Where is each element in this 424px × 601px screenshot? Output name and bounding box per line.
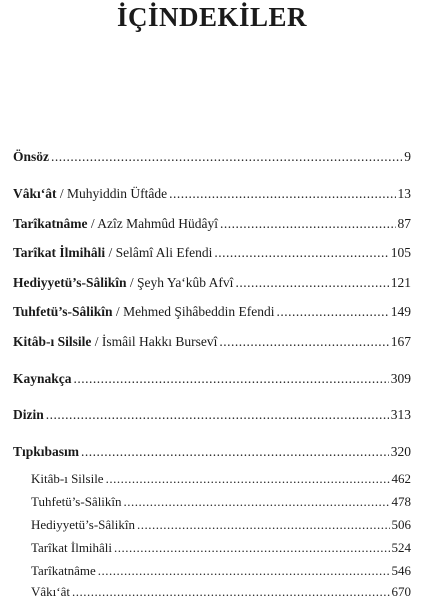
page-number: 13: [397, 186, 411, 201]
entry-author: Muhyiddin Üftâde: [67, 186, 168, 201]
page-number: 478: [391, 494, 411, 509]
entry-separator: /: [105, 245, 116, 260]
entry-title: Kaynakça: [13, 371, 72, 386]
page-number: 149: [390, 304, 411, 319]
page-number: 462: [391, 471, 411, 486]
entry-label: [13, 215, 218, 233]
page-number: 121: [390, 275, 411, 290]
entry-label: [13, 148, 49, 166]
dot-leader: [81, 443, 389, 461]
toc-entry: [13, 215, 411, 233]
page-number: 167: [390, 334, 411, 349]
page-number: 670: [391, 584, 411, 599]
entry-title: Tuhfetü’s-Sâlikîn: [13, 304, 113, 319]
entry-label: [13, 370, 72, 388]
subentry-label: Tuhfetü’s-Sâlikîn: [31, 494, 122, 509]
page-number: 320: [390, 444, 411, 459]
dot-leader: [124, 493, 390, 511]
toc-entry: [13, 303, 411, 321]
entry-separator: /: [87, 216, 98, 231]
toc-subentry: [31, 583, 411, 601]
dot-leader: [137, 516, 390, 534]
entry-label: [13, 244, 212, 262]
page-number: 524: [391, 540, 411, 555]
dot-leader: [214, 244, 388, 262]
dot-leader: [169, 185, 395, 203]
toc-entry: [13, 185, 411, 203]
entry-separator: /: [112, 304, 124, 319]
toc-subentry: [31, 539, 411, 557]
dot-leader: [220, 215, 395, 233]
entry-title: Önsöz: [13, 149, 50, 164]
entry-title: Kitâb-ı Silsile: [13, 334, 92, 349]
page-number: 506: [391, 517, 411, 532]
entry-separator: /: [56, 186, 68, 201]
toc-entry: [13, 244, 411, 262]
entry-author: Şeyh Ya‘kûb Afvî: [137, 275, 234, 290]
subentry-label: Kitâb-ı Silsile: [31, 471, 104, 486]
dot-leader: [46, 406, 389, 424]
dot-leader: [277, 303, 389, 321]
entry-title: Tarîkatnâme: [13, 216, 88, 231]
dot-leader: [219, 333, 388, 351]
page-title: İÇİNDEKİLER: [116, 2, 308, 32]
entry-separator: /: [126, 275, 138, 290]
entry-author: İsmâil Hakkı Bursevî: [101, 334, 218, 349]
page-number: 87: [397, 216, 411, 231]
entry-separator: /: [91, 334, 102, 349]
dot-leader: [106, 470, 390, 488]
page-number: 309: [390, 371, 411, 386]
entry-author: Azîz Mahmûd Hüdâyî: [97, 216, 219, 231]
entry-author: Selâmî Ali Efendi: [115, 245, 213, 260]
subentry-label: Tarîkat İlmihâli: [31, 540, 113, 555]
toc-entry: [13, 274, 411, 292]
entry-title: Tarîkat İlmihâli: [13, 245, 106, 260]
toc-entry: [13, 370, 411, 388]
page-number: 9: [404, 149, 411, 164]
dot-leader: [114, 539, 389, 557]
entry-title: Vâkı‘ât: [13, 186, 57, 201]
toc-entry: [13, 333, 411, 351]
subentry-label: Vâkı‘ât: [31, 584, 70, 599]
page-number: 105: [390, 245, 411, 260]
entry-label: [13, 274, 233, 292]
entry-label: [13, 443, 79, 461]
toc-subentry: [31, 470, 411, 488]
toc-entry: [13, 443, 411, 461]
subentry-label: Tarîkatnâme: [31, 563, 96, 578]
dot-leader: [74, 370, 389, 388]
entry-label: [13, 303, 275, 321]
toc-subentry: [31, 493, 411, 511]
toc-entry: [13, 148, 411, 166]
toc-subentry: [31, 562, 411, 580]
toc-subentry: [31, 516, 411, 534]
subentry-label: Hediyyetü’s-Sâlikîn: [31, 517, 135, 532]
dot-leader: [98, 562, 390, 580]
dot-leader: [72, 583, 390, 601]
dot-leader: [51, 148, 402, 166]
entry-label: [13, 185, 167, 203]
entry-label: [13, 406, 44, 424]
entry-title: Dizin: [13, 407, 44, 422]
page-number: 313: [390, 407, 411, 422]
page-number: 546: [391, 563, 411, 578]
dot-leader: [235, 274, 388, 292]
entry-title: Tıpkıbasım: [13, 444, 80, 459]
entry-author: Mehmed Şihâbeddin Efendi: [123, 304, 275, 319]
entry-title: Hediyyetü’s-Sâlikîn: [13, 275, 127, 290]
entry-label: [13, 333, 217, 351]
toc-entry: [13, 406, 411, 424]
